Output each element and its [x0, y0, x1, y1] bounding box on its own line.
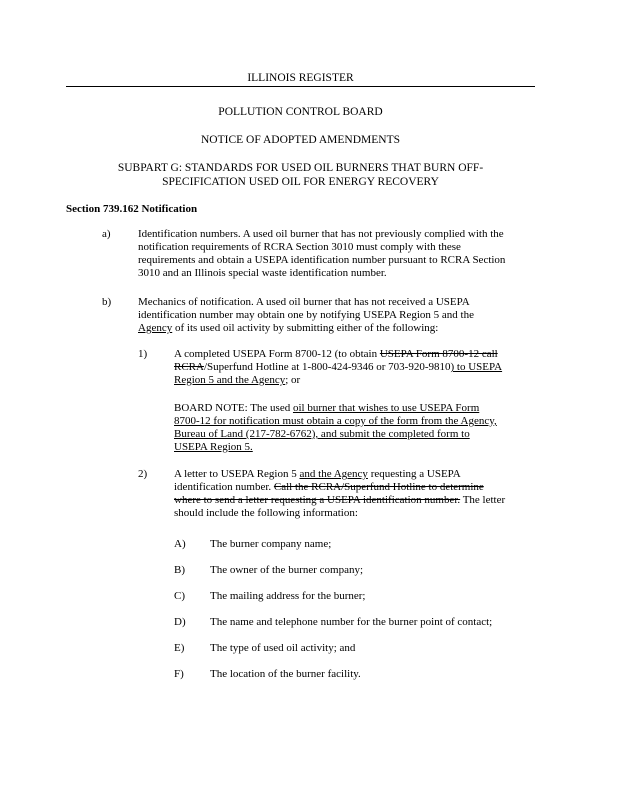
- item-b-label: B): [174, 564, 185, 576]
- subsection-a-line: requirements and obtain a USEPA identification number pursuant to RCRA Section: [138, 254, 506, 266]
- section-heading: Section 739.162 Notification: [66, 203, 198, 215]
- paragraph-1-line3: [174, 374, 539, 387]
- item-f-label: F): [174, 668, 184, 680]
- paragraph-2-line4: should include the following information:: [174, 507, 358, 519]
- added-text: Bureau of Land (217-782-6762), and submit the completed form to: [174, 428, 470, 440]
- paragraph-1-label: 1): [138, 348, 148, 360]
- subsection-a-label: a): [102, 228, 111, 240]
- item-c-text: The mailing address for the burner;: [210, 590, 366, 602]
- paragraph-2-label: 2): [138, 468, 148, 480]
- header-rule: [66, 86, 535, 87]
- subsection-b-line3-rest: of its used oil activity by submitting either of the following:: [172, 322, 439, 334]
- added-text: and the Agency: [299, 468, 368, 480]
- paragraph-1-text-c: ; or: [285, 374, 301, 386]
- added-text: obtain a copy of the form from the Agency,: [306, 415, 497, 427]
- board-note: [174, 402, 539, 454]
- deleted-text: Call the RCRA/Superfund Hotline to determine: [273, 481, 484, 493]
- item-f-text: The location of the burner facility.: [210, 668, 361, 680]
- subsection-b-line2: identification number may obtain one by notifying USEPA Region 5 and the: [138, 309, 474, 321]
- subsection-a-line: notification requirements of RCRA Section 3010 must comply with these: [138, 241, 461, 253]
- item-a-text: The burner company name;: [210, 538, 332, 550]
- paragraph-2-text: [174, 468, 539, 520]
- subsection-a-line: 3010 and an Illinois special waste identification number.: [138, 267, 387, 279]
- item-e-text: The type of used oil activity; and: [210, 642, 356, 654]
- paragraph-1-text-b: /Superfund Hotline at 1-800-424-9346 or 703-920-9810: [203, 361, 451, 373]
- paragraph-2-line3: [174, 494, 539, 507]
- paragraph-2-line1: [174, 468, 539, 481]
- added-text: ) to USEPA: [450, 361, 503, 373]
- paragraph-1-text: [174, 348, 539, 387]
- subsection-b-label: b): [102, 296, 112, 308]
- added-text: 8700-12 for notification must: [174, 415, 307, 427]
- paragraph-2-text-b: requesting a USEPA: [367, 468, 461, 480]
- item-a-label: A): [174, 538, 186, 550]
- subsection-b-line3: [138, 322, 538, 335]
- amended-text-underline: Agency: [138, 322, 173, 334]
- item-b-text: The owner of the burner company;: [210, 564, 364, 576]
- subpart-title-line2: SPECIFICATION USED OIL FOR ENERGY RECOVERY: [162, 176, 439, 188]
- board-note-prefix: BOARD NOTE: The used: [174, 402, 293, 414]
- item-e-label: E): [174, 642, 185, 654]
- board-note-line4: [174, 441, 539, 454]
- item-d-text: The name and telephone number for the burner point of contact;: [210, 616, 493, 628]
- subpart-title-line1: SUBPART G: STANDARDS FOR USED OIL BURNERS THAT BURN OFF-: [117, 162, 484, 174]
- board-title: POLLUTION CONTROL BOARD: [218, 106, 383, 118]
- board-note-line1: [174, 402, 539, 415]
- subsection-b-text: [138, 296, 538, 335]
- board-note-line2: [174, 415, 539, 428]
- subsection-b-line1: Mechanics of notification. A used oil burner that has not received a USEPA: [138, 296, 470, 308]
- subsection-a-text: [138, 228, 538, 280]
- paragraph-1-text-a: A completed USEPA Form 8700-12 (to obtain: [174, 348, 380, 360]
- deleted-text: USEPA Form 8700-12 call: [379, 348, 498, 360]
- added-text: Region 5 and the Agency: [174, 374, 286, 386]
- notice-title: NOTICE OF ADOPTED AMENDMENTS: [200, 134, 401, 146]
- added-text: oil burner that wishes to use USEPA Form: [292, 402, 480, 414]
- subsection-a-line: Identification numbers. A used oil burner that has not previously complied with the: [138, 228, 504, 240]
- deleted-text: where to send a letter requesting a USEPA identification number.: [174, 494, 461, 506]
- item-d-label: D): [174, 616, 186, 628]
- paragraph-1-line1: [174, 348, 539, 361]
- item-c-label: C): [174, 590, 185, 602]
- paragraph-2-text-c: identification number.: [174, 481, 274, 493]
- paragraph-2-text-a: A letter to USEPA Region 5: [174, 468, 300, 480]
- paragraph-1-line2: [174, 361, 539, 374]
- paragraph-2-text-d: The letter: [460, 494, 506, 506]
- board-note-line3: [174, 428, 539, 441]
- register-title: ILLINOIS REGISTER: [247, 72, 354, 84]
- deleted-text: RCRA: [174, 361, 204, 373]
- paragraph-2-line2: [174, 481, 539, 494]
- added-text: USEPA Region 5.: [174, 441, 253, 453]
